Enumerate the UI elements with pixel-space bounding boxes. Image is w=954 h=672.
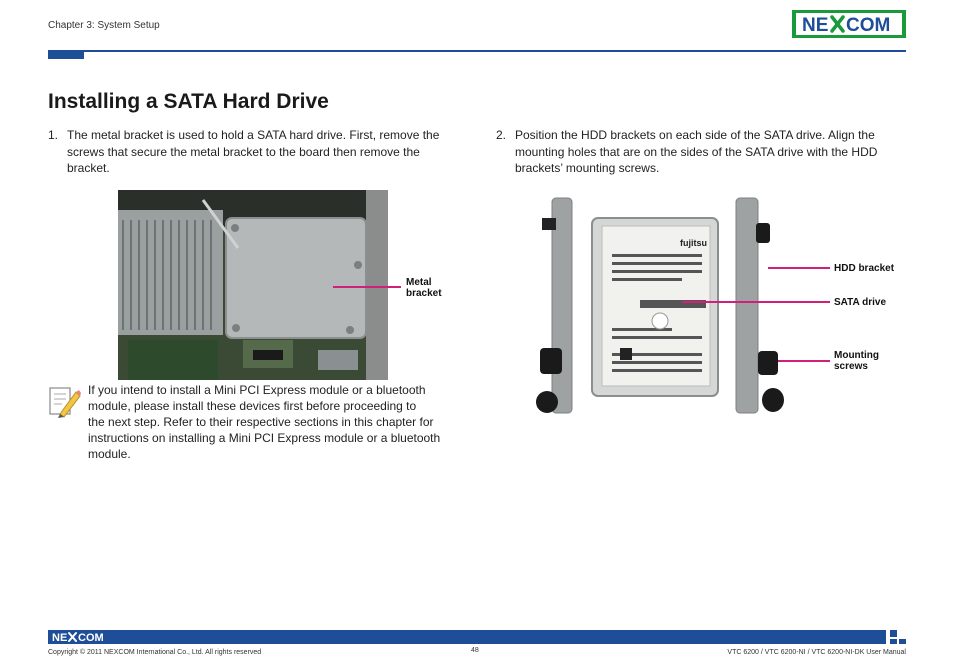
metal-bracket-callout-line <box>333 286 401 288</box>
hdd-bracket-photo <box>530 188 790 420</box>
footer-bar <box>48 630 886 644</box>
svg-text:NE: NE <box>802 15 829 36</box>
footer-logo <box>52 630 112 648</box>
step-line: mounting holes that are on the sides of the SATA drive with the HDD <box>515 144 878 159</box>
step-line: bracket. <box>67 161 110 175</box>
step-number: 1. <box>48 128 59 142</box>
svg-text:COM: COM <box>78 632 104 644</box>
note-line: module, please install these devices first before proceeding to <box>88 399 417 413</box>
hdd-bracket-callout-line <box>768 267 830 269</box>
step-line: The metal bracket is used to hold a SATA hard drive. First, remove the <box>67 128 440 142</box>
step-1 <box>48 127 468 179</box>
header-accent-block <box>48 50 84 59</box>
copyright: Copyright © 2011 NEXCOM International Co., Ltd. All rights reserved <box>48 649 262 656</box>
note-line: If you intend to install a Mini PCI Express module or a bluetooth <box>88 383 426 397</box>
nexcom-logo <box>792 10 906 38</box>
manual-title: VTC 6200 / VTC 6200-NI / VTC 6200-NI-DK User Manual <box>727 649 906 656</box>
note-line: module. <box>88 447 131 461</box>
step-line: screws that secure the metal bracket to the board then remove the <box>67 144 420 159</box>
note-line: the next step. Refer to their respective sections in this chapter for <box>88 415 434 429</box>
page-title: Installing a SATA Hard Drive <box>48 90 329 113</box>
footer-square <box>899 639 906 644</box>
sata-drive-callout-line <box>682 301 830 303</box>
metal-bracket-callout: Metal bracket <box>406 277 442 299</box>
footer-square <box>890 639 897 644</box>
note-line: instructions on installing a Mini PCI Express module or a bluetooth <box>88 431 441 445</box>
header-rule <box>48 50 906 52</box>
step-2 <box>496 127 916 179</box>
step-line: brackets’ mounting screws. <box>515 161 660 175</box>
sata-drive-callout: SATA drive <box>834 297 887 308</box>
footer-logo-mark <box>52 630 112 644</box>
nexcom-logo-mark <box>792 10 906 38</box>
page-number: 48 <box>471 647 479 654</box>
svg-text:COM: COM <box>846 15 891 36</box>
chapter-label: Chapter 3: System Setup <box>48 20 160 31</box>
drive-brand-label: fujitsu <box>680 238 707 248</box>
step-line: Position the HDD brackets on each side of the SATA drive. Align the <box>515 128 875 142</box>
note-pencil-icon <box>46 384 82 418</box>
mounting-screws-callout-line <box>778 360 830 362</box>
board-photo <box>118 190 388 380</box>
mounting-screws-callout: Mounting screws <box>834 350 879 372</box>
hdd-bracket-callout: HDD bracket <box>834 263 895 274</box>
svg-text:NE: NE <box>52 632 68 644</box>
step-number: 2. <box>496 128 507 142</box>
note-text <box>88 382 458 462</box>
footer-square <box>890 630 897 637</box>
